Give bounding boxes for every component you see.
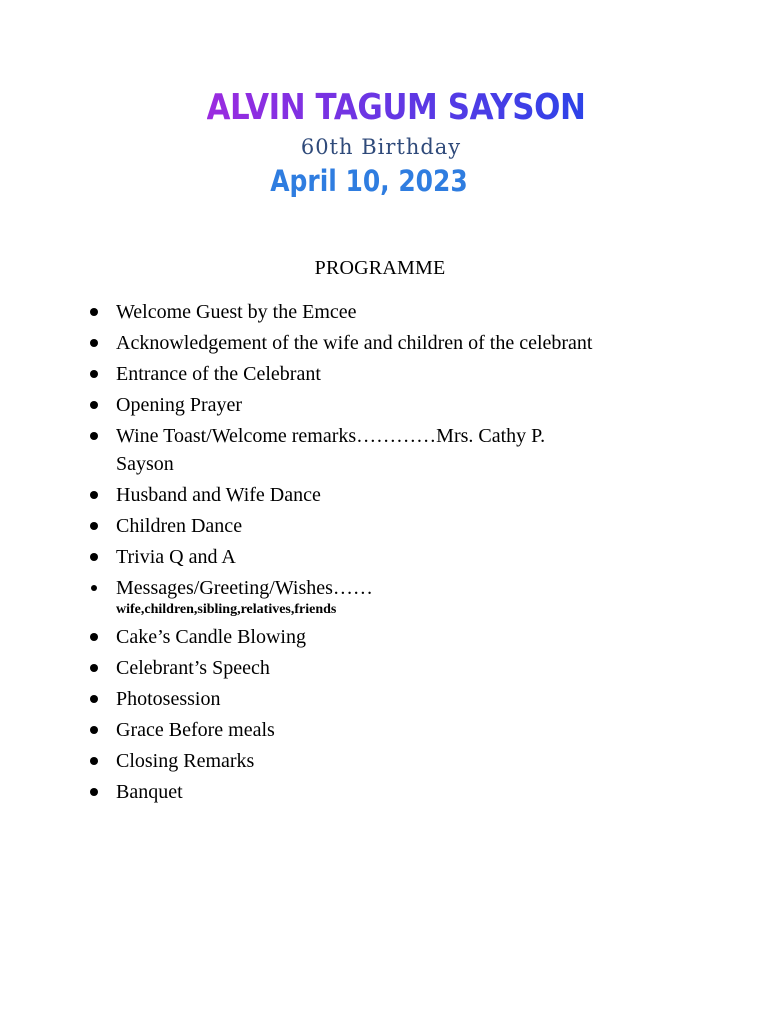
bullet-icon bbox=[90, 788, 98, 796]
programme-item-text: Closing Remarks bbox=[116, 750, 255, 772]
bullet-icon bbox=[90, 633, 98, 641]
programme-heading: PROGRAMME bbox=[314, 257, 446, 279]
programme-item-text: Opening Prayer bbox=[116, 394, 243, 416]
programme-item-text: Wine Toast/Welcome remarks…………Mrs. Cathy P. bbox=[116, 425, 546, 447]
programme-item bbox=[88, 512, 688, 540]
celebrant-name-title bbox=[55, 84, 736, 132]
programme-item bbox=[88, 747, 688, 775]
programme-item-text: Cake’s Candle Blowing bbox=[116, 626, 306, 648]
bullet-icon bbox=[90, 308, 98, 316]
event-date: April 10, 2023 bbox=[270, 164, 468, 198]
programme-item-text: Grace Before meals bbox=[116, 719, 275, 741]
bullet-icon bbox=[90, 522, 98, 530]
programme-item bbox=[88, 685, 688, 713]
programme-item-text: Entrance of the Celebrant bbox=[116, 363, 321, 385]
programme-item-text: Messages/Greeting/Wishes…… bbox=[116, 577, 373, 599]
programme-item-text: Banquet bbox=[116, 781, 183, 803]
programme-item bbox=[88, 623, 688, 651]
programme-item-text: Acknowledgement of the wife and children of the celebrant bbox=[116, 332, 593, 354]
bullet-icon bbox=[90, 726, 98, 734]
programme-item-text: Children Dance bbox=[116, 515, 243, 537]
programme-item bbox=[88, 391, 688, 419]
bullet-icon bbox=[90, 401, 98, 409]
bullet-icon bbox=[90, 664, 98, 672]
programme-item-text: Welcome Guest by the Emcee bbox=[116, 301, 357, 323]
occasion-subtitle: 60th Birthday bbox=[300, 135, 462, 159]
bullet-icon bbox=[90, 553, 98, 561]
programme-item-text: Trivia Q and A bbox=[116, 546, 236, 568]
programme-item bbox=[88, 716, 688, 744]
programme-item-text: Husband and Wife Dance bbox=[116, 484, 321, 506]
programme-item bbox=[88, 574, 688, 620]
programme-item-text: Photosession bbox=[116, 688, 221, 710]
programme-item bbox=[88, 481, 688, 509]
bullet-icon bbox=[90, 339, 98, 347]
programme-item bbox=[88, 298, 688, 326]
bullet-icon bbox=[90, 695, 98, 703]
programme-item bbox=[88, 778, 688, 806]
programme-list bbox=[88, 298, 688, 809]
programme-item bbox=[88, 422, 688, 478]
celebrant-name-text: ALVIN TAGUM SAYSON bbox=[206, 87, 586, 128]
programme-item bbox=[88, 360, 688, 388]
bullet-icon bbox=[90, 370, 98, 378]
bullet-icon bbox=[90, 491, 98, 499]
programme-item bbox=[88, 543, 688, 571]
bullet-icon bbox=[90, 757, 98, 765]
programme-item-subline: wife,children,sibling,relatives,friends bbox=[116, 602, 337, 617]
programme-item bbox=[88, 329, 688, 357]
bullet-icon bbox=[91, 585, 97, 591]
programme-item-continuation: Sayson bbox=[116, 453, 174, 475]
programme-item-text: Celebrant’s Speech bbox=[116, 657, 270, 679]
programme-item bbox=[88, 654, 688, 682]
bullet-icon bbox=[90, 432, 98, 440]
